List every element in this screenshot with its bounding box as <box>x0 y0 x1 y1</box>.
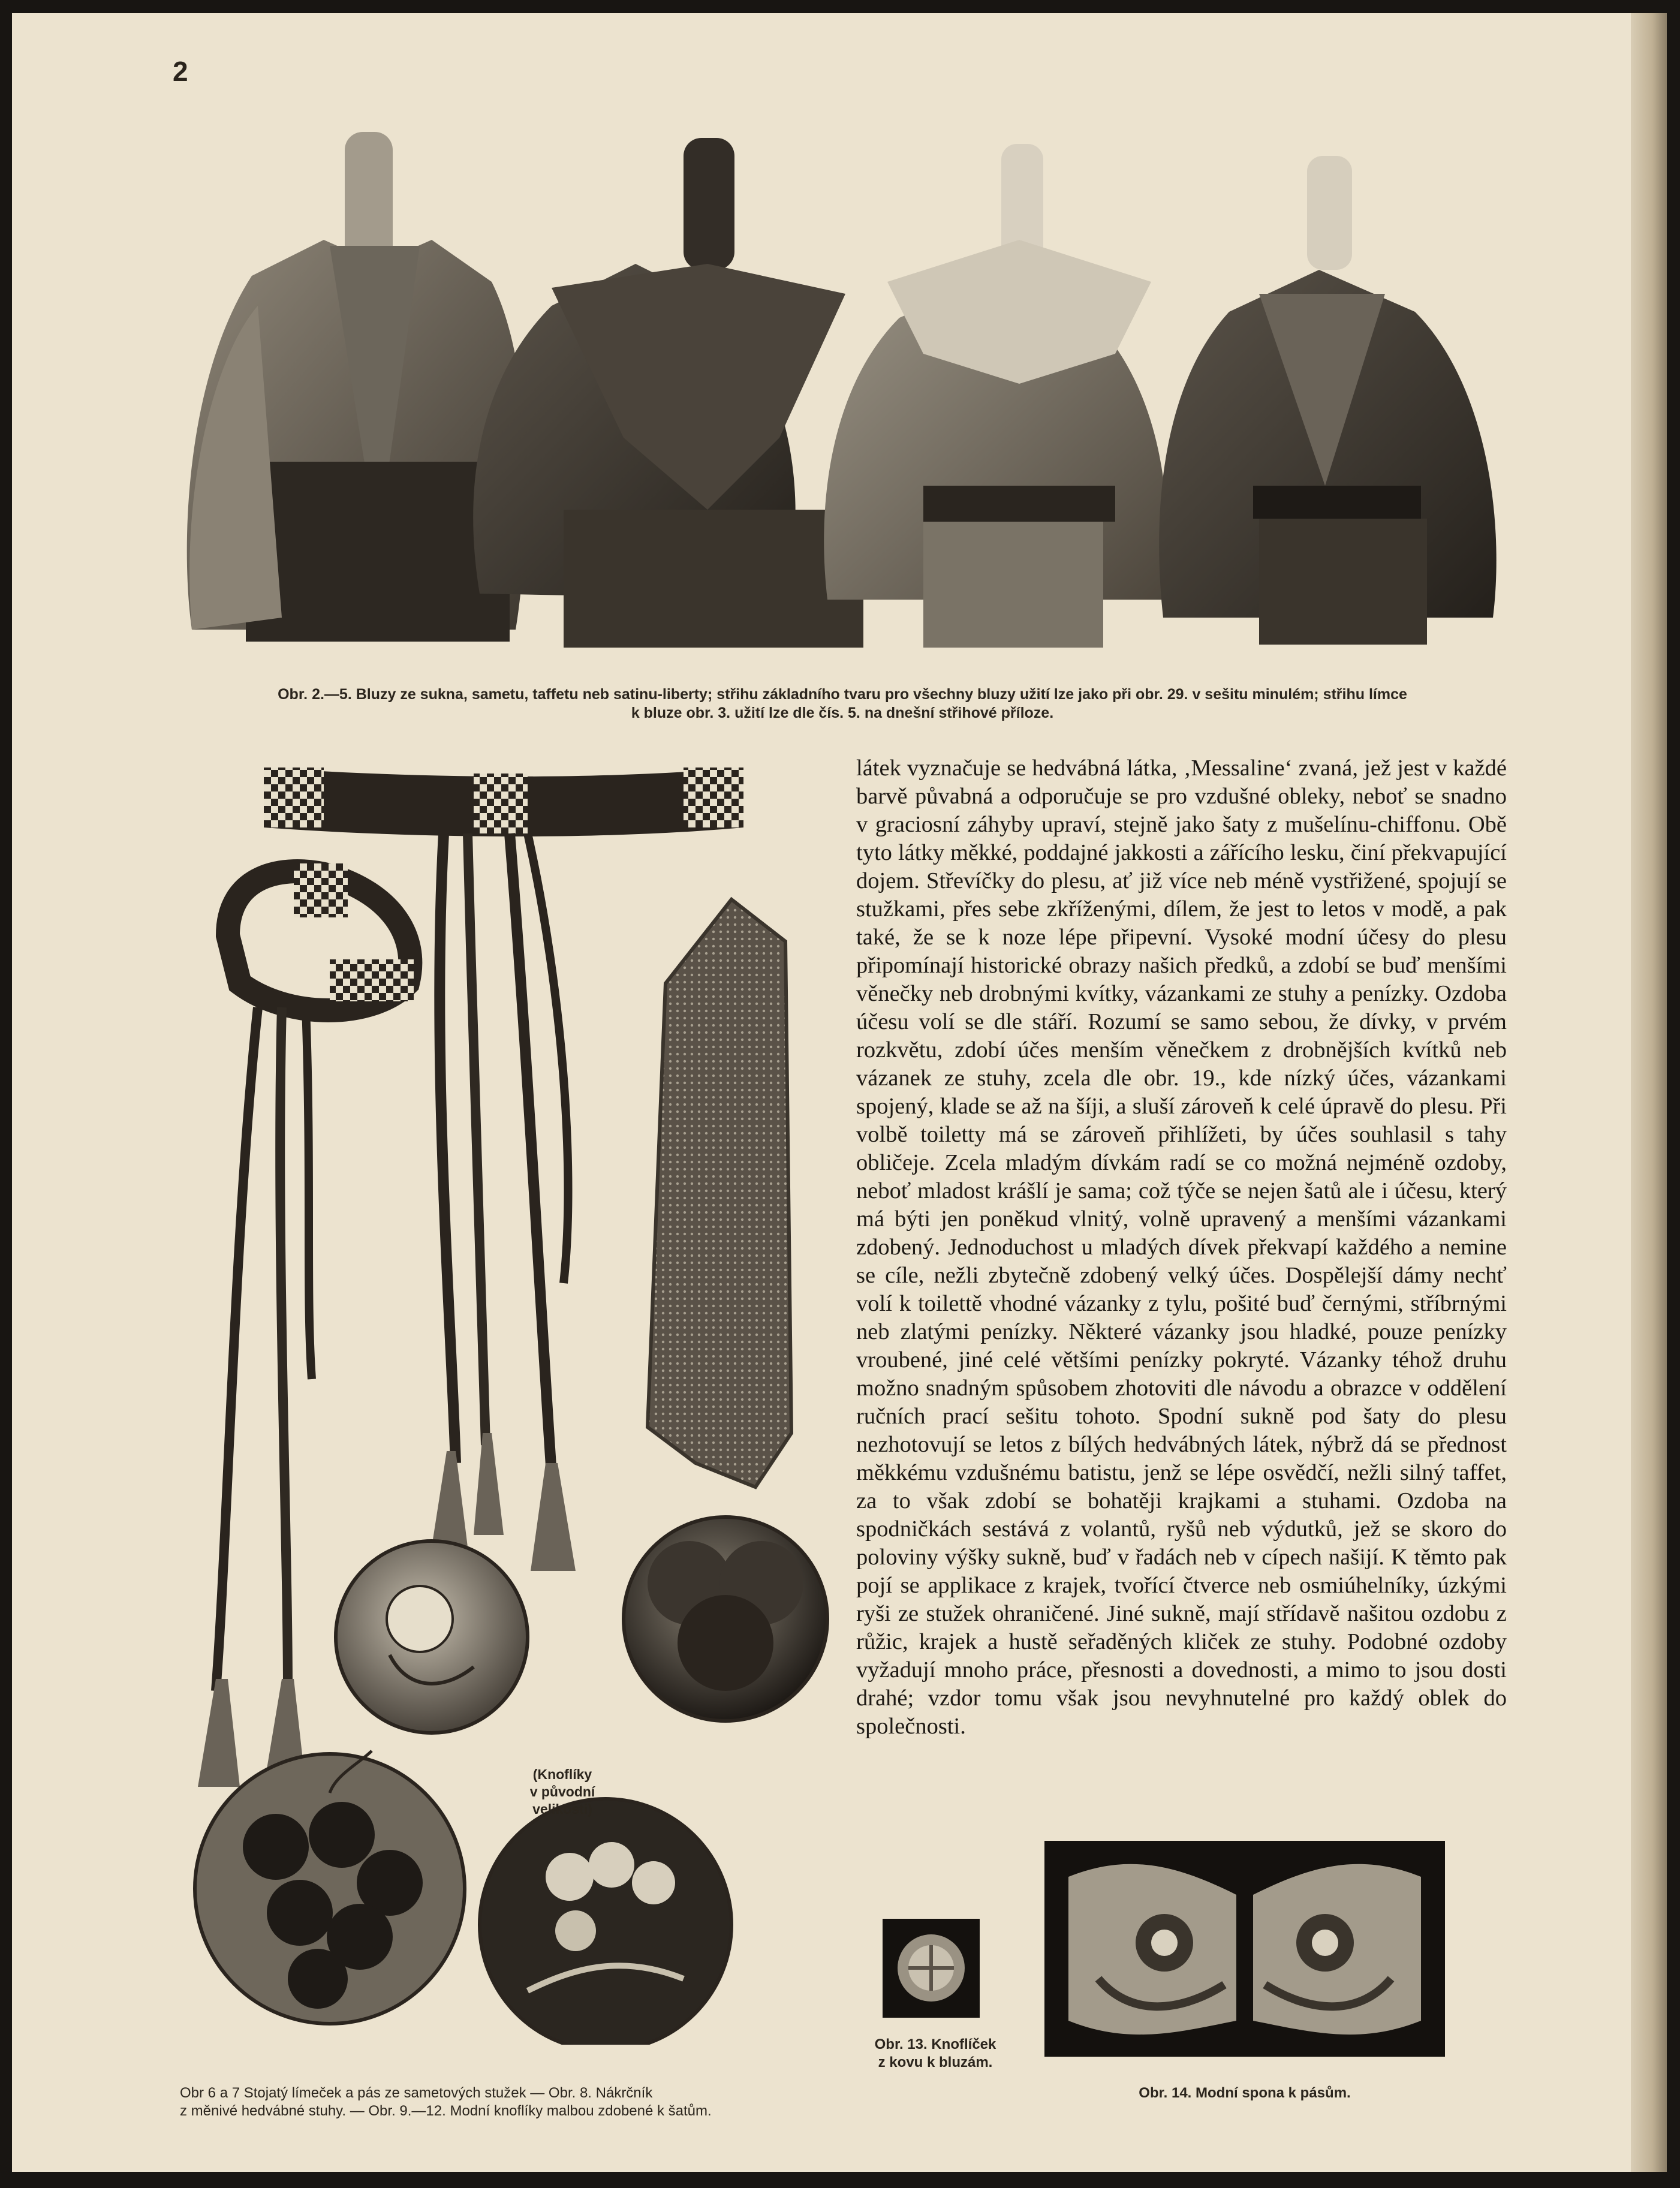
note-line2: v původní <box>529 1783 595 1799</box>
caption-buckle <box>1044 2084 1445 2102</box>
page-edge <box>1631 13 1667 2172</box>
caption-blouses <box>180 685 1505 723</box>
caption-blouses-line1: Obr. 2.—5. Bluzy ze sukna, sametu, taffetu neb satinu-liberty; střihu základního tvaru pro všechny bluzy užití lze jako při obr. 29. v sešitu minulém; střihu límce <box>278 686 1407 703</box>
caption-accessories-line1: Obr 6 a 7 Stojatý límeček a pás ze sametových stužek — Obr. 8. Nákrčník <box>180 2085 653 2101</box>
caption-metal-button <box>863 2036 1007 2072</box>
caption-buttons-original-size <box>514 1766 610 1817</box>
neck-ribbon-figure-8 <box>648 899 791 1487</box>
caption-buckle-text: Obr. 14. Modní spona k pásům. <box>1139 2085 1351 2101</box>
painted-button-figure-10 <box>624 1517 827 1721</box>
caption-accessories-line2: z měnivé hedvábné stuhy. — Obr. 9.—12. Modní knoflíky malbou zdobené k šatům. <box>180 2103 712 2119</box>
metal-button-figure-13 <box>883 1919 980 2018</box>
caption-blouses-line2: k bluze obr. 3. užití lze dle čís. 5. na dnešní střihové příloze. <box>631 705 1054 722</box>
caption-metal-button-line2: z kovu k bluzám. <box>878 2054 993 2070</box>
caption-metal-button-line1: Obr. 13. Knoflíček <box>874 2036 996 2052</box>
painted-button-figure-9 <box>336 1541 528 1733</box>
belt-buckle-figure-14 <box>1044 1841 1445 2057</box>
painted-button-figure-11 <box>195 1751 465 2024</box>
blouse-figure-4 <box>824 144 1167 648</box>
article-text-column <box>856 754 1507 1741</box>
article-paragraph: látek vyznačuje se hedvábná látka, ‚Messaline‘ zvaná, jež jest v každé barvě půvabná a odporučuje se pro vzdušné obleky, neboť se snadno v graciosní záhyby upraví, stejně jako šaty z mušelínu-chiffonu. Obě tyto látky měkké, poddajné jakkosti a zářícího lesku, činí překvapující dojem. Střevíčky do plesu, ať již více neb méně vystřižené, spojují se stužkami, přes sebe zkříženými, dílem, že jest to letos v modě, a pak také, že se k noze lépe připevní. Vysoké modní účesy do plesu připomínají historické obrazy našich předků, a zdobí se buď menšími věnečky neb drobnými kvítky, vázankami ze stuhy a penízky. Ozdoba účesu volí se dle stáří. Rozumí se samo sebou, že dívky, v prvém rozkvětu, zdobí účes menším věnečkem z drobnějších kvítků neb vázanek ze stuhy, zcela dle obr. 19., kde nízký účes, vázankami spojený, klade se až na šíji, a sluší zároveň k celé úpravě do plesu. Při volbě toiletty má se zároveň přihlížeti, by účes souhlasil s tahy obličeje. Zcela mladým dívkám radí se co možná nejméně ozdoby, neboť mladost krášlí je sama; což týče se nejen šatů ale i účesu, který má býti jen poněkud vlnitý, volně upravený a menšími vázankami zdobený. Jednoduchost u mladých dívek překvapí každého a nemine se cíle, nežli zbytečně zdobený velký účes. Dospělejší dámy nechť volí k toilettě vhodné vázanky z tylu, pošité buď černými, stříbrnými neb zlatými penízky. Některé vázanky jsou hladké, pouze penízky vroubené, jiné celé většími penízky pokryté. Vázanky téhož druhu možno snadným spůsobem zhotoviti dle návodu a obrazce v oddělení ručních prací sešitu tohoto. Spodní sukně pod šaty do plesu nezhotovují se letos z bílých hedvábných látek, nýbrž dá se přednost měkkému vzdušnému batistu, jenž se lépe osvědčí, nežli silný taffet, za to však zdobí se bohatěji krajkami a stuhami. Ozdoba na spodničkách sestává z volantů, ryšů neb výdutků, jež se skoro do poloviny výšky sukně, buď v řadách neb v cípech našijí. K těmto pak pojí se applikace z krajek, tvořící čtverce neb osmiúhelníky, úzkými ryši ze stužek ohraničené. Jiné sukně, mají střídavě našitou ozdobu z růžic, krajek a hustě seřaděných kliček ze stuhy. Podobné ozdoby vyžadují mnoho práce, přesnosti a dovednosti, a mimo to jsou dosti drahé; vzdor tomu však jsou nevyhnutelné pro každý oblek do společnosti. <box>856 756 1507 1739</box>
blouse-figure-5 <box>1159 156 1497 645</box>
painted-button-figure-12 <box>480 1799 731 2045</box>
note-line3: velikosti) <box>532 1801 592 1817</box>
caption-accessories <box>180 2084 845 2120</box>
blouse-figure-3 <box>473 138 863 648</box>
note-line1: (Knoflíky <box>532 1766 592 1782</box>
blouses-illustration <box>180 126 1505 660</box>
blouse-figure-2 <box>187 132 526 642</box>
accessories-illustration <box>192 756 851 2045</box>
page-number: 2 <box>173 56 188 87</box>
